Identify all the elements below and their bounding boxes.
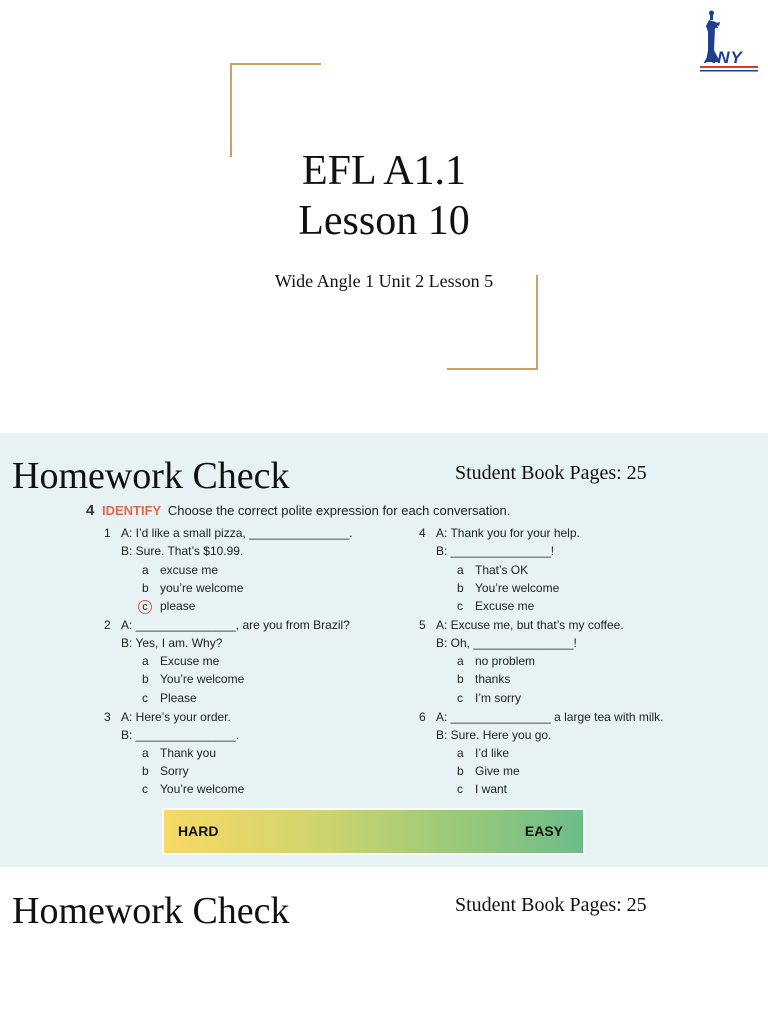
option-text: I’d like xyxy=(475,746,510,760)
option-text: You’re welcome xyxy=(160,782,245,796)
logo-text: ANY xyxy=(704,48,743,67)
homework-check-slide-2 xyxy=(0,868,768,1024)
item-number: 6 xyxy=(419,710,426,724)
option-letter: a xyxy=(142,563,149,577)
item-line-a: A: I’d like a small pizza, _______________. xyxy=(121,526,353,540)
option-text: Please xyxy=(160,691,197,705)
option-text: That’s OK xyxy=(475,563,529,577)
option-letter: c xyxy=(142,691,148,705)
difficulty-gradient-bar xyxy=(162,808,585,855)
statue-of-liberty-logo xyxy=(698,10,760,72)
option-text: you’re welcome xyxy=(160,581,244,595)
homework-title: Homework Check xyxy=(12,890,290,932)
option-letter: c xyxy=(142,782,148,796)
exercise-label: IDENTIFY xyxy=(101,503,162,518)
option-letter: b xyxy=(457,764,464,778)
corner-bracket-top-left-v xyxy=(230,63,232,157)
option-letter: a xyxy=(142,654,149,668)
option-letter: a xyxy=(457,746,464,760)
student-book-pages: Student Book Pages: 25 xyxy=(455,462,647,484)
option-letter: c xyxy=(457,599,463,613)
item-line-b: B: Sure. That’s $10.99. xyxy=(121,544,244,558)
option-letter: a xyxy=(457,654,464,668)
option-text: I want xyxy=(475,782,508,796)
option-text: Excuse me xyxy=(160,654,220,668)
option-text: excuse me xyxy=(160,563,219,577)
option-letter: c xyxy=(457,691,463,705)
slide-title-line1: EFL A1.1 xyxy=(301,148,467,194)
option-text: Thank you xyxy=(160,746,217,760)
difficulty-easy-label: EASY xyxy=(524,823,563,839)
corner-bracket-bottom-right-v xyxy=(536,275,538,370)
item-number: 1 xyxy=(104,526,111,540)
exercise-header xyxy=(86,503,510,518)
option-letter: b xyxy=(457,672,464,686)
option-text: Excuse me xyxy=(475,599,535,613)
option-letter: b xyxy=(142,581,149,595)
slide-subtitle: Wide Angle 1 Unit 2 Lesson 5 xyxy=(274,271,494,291)
item-line-a: A: _______________ a large tea with milk. xyxy=(436,710,664,724)
option-text: no problem xyxy=(475,654,536,668)
option-letter: b xyxy=(457,581,464,595)
option-letter: a xyxy=(142,746,149,760)
exercise-instruction: Choose the correct polite expression for each conversation. xyxy=(167,503,511,518)
exercise-number: 4 xyxy=(86,502,95,519)
item-line-a: A: Excuse me, but that’s my coffee. xyxy=(436,618,624,632)
item-line-b: B: Yes, I am. Why? xyxy=(121,636,223,650)
option-text: Sorry xyxy=(160,764,189,778)
homework-check-slide xyxy=(0,433,768,867)
option-letter: b xyxy=(142,672,149,686)
item-line-b: B: _______________! xyxy=(436,544,555,558)
option-letter-circled xyxy=(138,599,152,614)
option-text: thanks xyxy=(475,672,511,686)
item-line-a: A: Here’s your order. xyxy=(121,710,231,724)
item-number: 3 xyxy=(104,710,111,724)
option-text: You’re welcome xyxy=(475,581,560,595)
homework-title: Homework Check xyxy=(12,455,290,497)
item-number: 5 xyxy=(419,618,426,632)
item-number: 4 xyxy=(419,526,426,540)
option-text: I’m sorry xyxy=(475,691,521,705)
answer-circle: c xyxy=(138,600,152,614)
item-line-b: B: _______________. xyxy=(121,728,240,742)
student-book-pages: Student Book Pages: 25 xyxy=(455,894,647,916)
item-number: 2 xyxy=(104,618,111,632)
option-text: You’re welcome xyxy=(160,672,245,686)
option-text: please xyxy=(160,599,196,613)
title-slide xyxy=(0,0,768,432)
item-line-b: B: Sure. Here you go. xyxy=(436,728,552,742)
option-letter: b xyxy=(142,764,149,778)
option-text: Give me xyxy=(475,764,520,778)
corner-bracket-bottom-right-h xyxy=(447,368,538,370)
option-letter: c xyxy=(457,782,463,796)
slide-title-line2: Lesson 10 xyxy=(298,198,470,244)
item-line-a: A: _______________, are you from Brazil? xyxy=(121,618,350,632)
difficulty-hard-label: HARD xyxy=(178,823,219,839)
corner-bracket-top-left-h xyxy=(230,63,321,65)
option-letter: a xyxy=(457,563,464,577)
item-line-a: A: Thank you for your help. xyxy=(436,526,580,540)
item-line-b: B: Oh, _______________! xyxy=(436,636,577,650)
